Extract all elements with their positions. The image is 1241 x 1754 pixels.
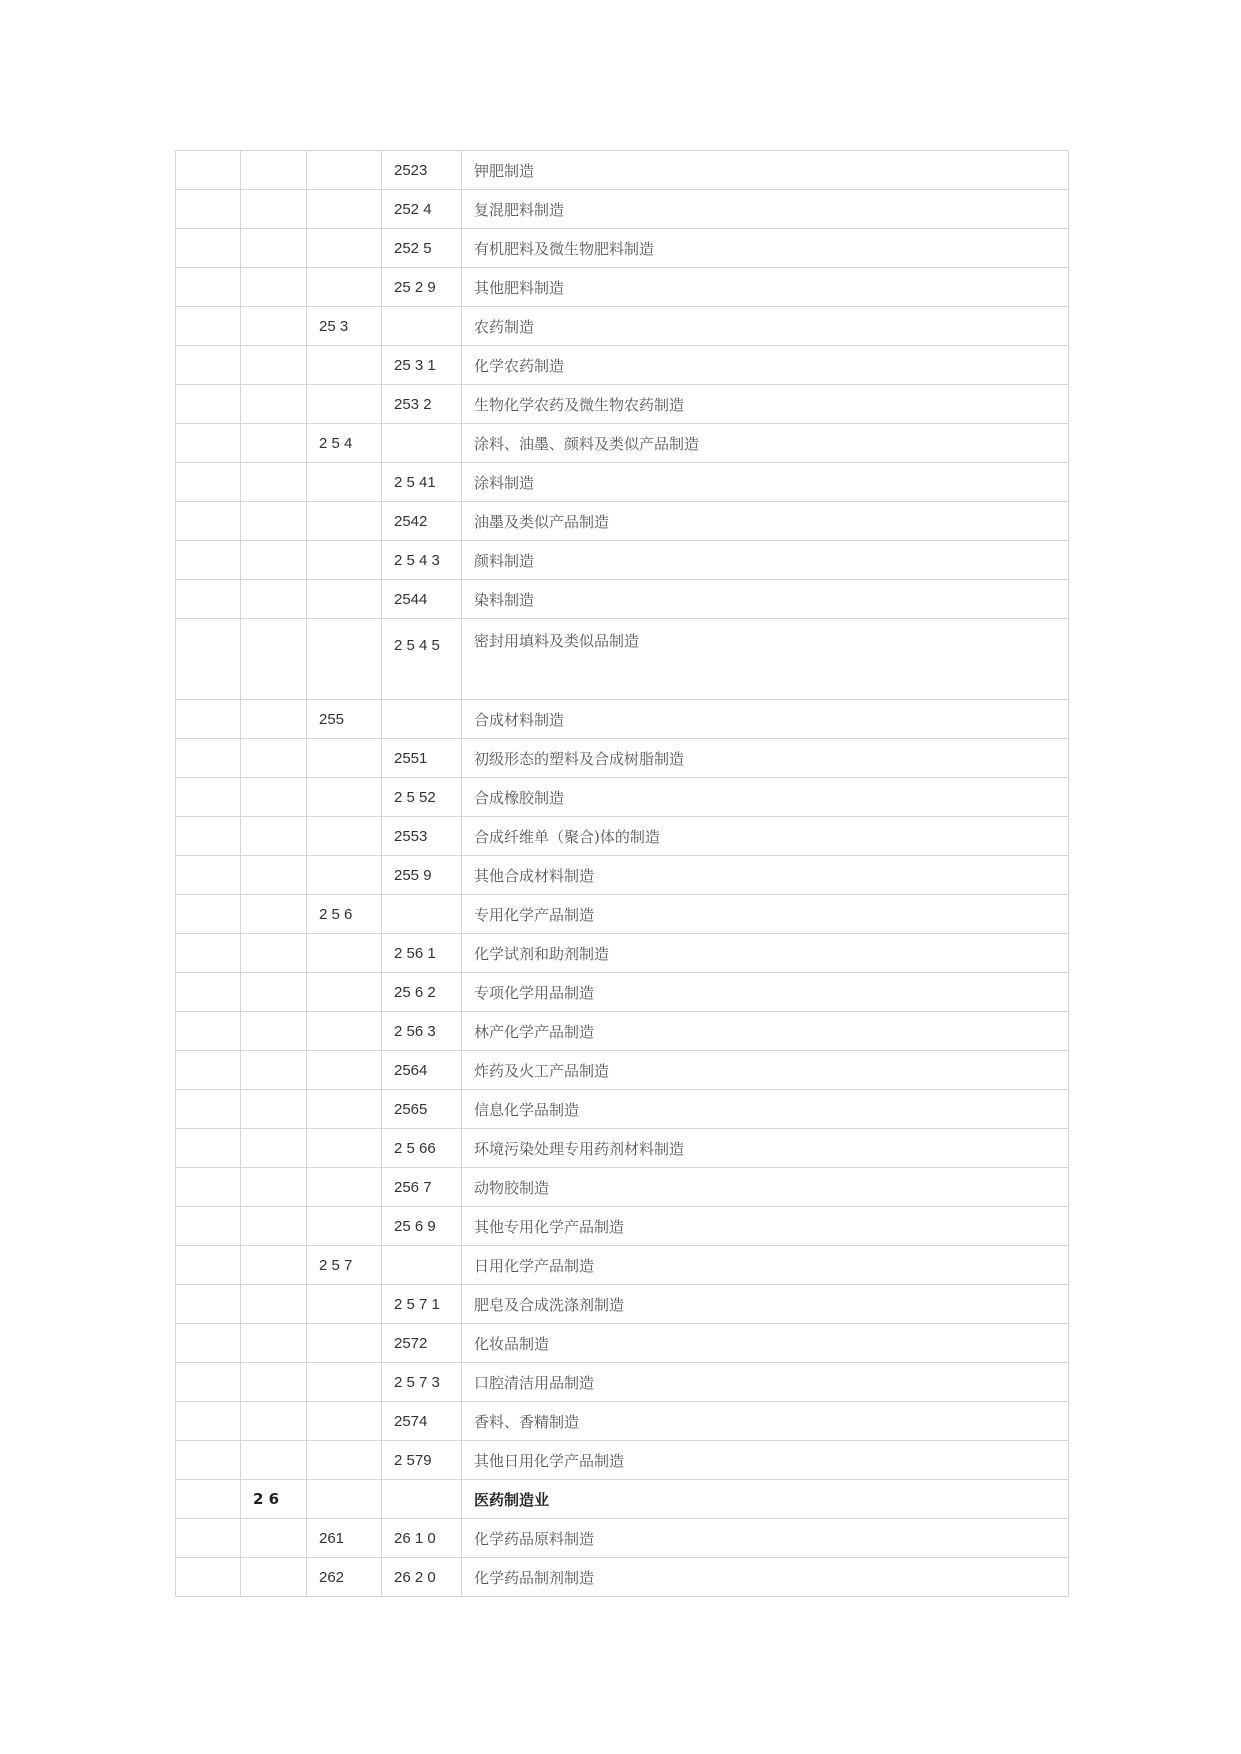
group-code-cell xyxy=(307,190,382,229)
class-code-cell: 2551 xyxy=(382,739,462,778)
category-name-cell: 颜料制造 xyxy=(462,541,1069,580)
group-code-cell xyxy=(307,268,382,307)
section-code-cell xyxy=(176,1207,241,1246)
division-code-cell xyxy=(241,895,307,934)
section-code-cell xyxy=(176,973,241,1012)
section-code-cell xyxy=(176,856,241,895)
table-row xyxy=(176,424,1069,463)
class-code-cell: 2 5 52 xyxy=(382,778,462,817)
class-code-cell: 2553 xyxy=(382,817,462,856)
category-name-cell: 香料、香精制造 xyxy=(462,1402,1069,1441)
category-name-cell: 口腔清洁用品制造 xyxy=(462,1363,1069,1402)
class-code-cell: 2565 xyxy=(382,1090,462,1129)
division-code-cell xyxy=(241,1168,307,1207)
class-code-cell: 2564 xyxy=(382,1051,462,1090)
category-name-cell: 钾肥制造 xyxy=(462,151,1069,190)
section-code-cell xyxy=(176,1324,241,1363)
class-code-cell: 26 2 0 xyxy=(382,1558,462,1597)
table-row xyxy=(176,463,1069,502)
table-row xyxy=(176,1090,1069,1129)
category-name-cell: 合成橡胶制造 xyxy=(462,778,1069,817)
division-code-cell xyxy=(241,580,307,619)
section-code-cell xyxy=(176,385,241,424)
category-name-cell: 医药制造业 xyxy=(462,1480,1069,1519)
class-code-cell: 2 5 7 3 xyxy=(382,1363,462,1402)
group-code-cell xyxy=(307,151,382,190)
section-code-cell xyxy=(176,346,241,385)
class-code-cell: 256 7 xyxy=(382,1168,462,1207)
category-name-cell: 日用化学产品制造 xyxy=(462,1246,1069,1285)
category-name-cell: 复混肥料制造 xyxy=(462,190,1069,229)
group-code-cell xyxy=(307,502,382,541)
class-code-cell: 25 3 1 xyxy=(382,346,462,385)
category-name-cell: 信息化学品制造 xyxy=(462,1090,1069,1129)
group-code-cell xyxy=(307,1402,382,1441)
group-code-cell xyxy=(307,817,382,856)
division-code-cell xyxy=(241,229,307,268)
section-code-cell xyxy=(176,424,241,463)
table-row xyxy=(176,778,1069,817)
division-code-cell xyxy=(241,1402,307,1441)
table-body xyxy=(176,151,1069,1597)
class-code-cell xyxy=(382,1246,462,1285)
table-row xyxy=(176,307,1069,346)
group-code-cell xyxy=(307,739,382,778)
class-code-cell: 2 579 xyxy=(382,1441,462,1480)
class-code-cell: 25 6 9 xyxy=(382,1207,462,1246)
category-name-cell: 专项化学用品制造 xyxy=(462,973,1069,1012)
division-code-cell xyxy=(241,619,307,700)
category-name-cell: 动物胶制造 xyxy=(462,1168,1069,1207)
table-row xyxy=(176,1246,1069,1285)
table-row xyxy=(176,190,1069,229)
class-code-cell: 252 5 xyxy=(382,229,462,268)
group-code-cell xyxy=(307,856,382,895)
category-name-cell: 初级形态的塑料及合成树脂制造 xyxy=(462,739,1069,778)
group-code-cell xyxy=(307,1285,382,1324)
group-code-cell: 2 5 4 xyxy=(307,424,382,463)
section-code-cell xyxy=(176,1285,241,1324)
section-code-cell xyxy=(176,1012,241,1051)
section-code-cell xyxy=(176,307,241,346)
category-name-cell: 化学农药制造 xyxy=(462,346,1069,385)
division-code-cell xyxy=(241,739,307,778)
table-row xyxy=(176,1324,1069,1363)
category-name-cell: 其他日用化学产品制造 xyxy=(462,1441,1069,1480)
class-code-cell: 2 5 4 5 xyxy=(382,619,462,700)
division-code-cell xyxy=(241,463,307,502)
section-code-cell xyxy=(176,1051,241,1090)
table-row xyxy=(176,973,1069,1012)
category-name-cell: 炸药及火工产品制造 xyxy=(462,1051,1069,1090)
table-row xyxy=(176,739,1069,778)
category-name-cell: 化学药品制剂制造 xyxy=(462,1558,1069,1597)
group-code-cell xyxy=(307,934,382,973)
group-code-cell xyxy=(307,619,382,700)
category-name-cell: 密封用填料及类似品制造 xyxy=(462,619,1069,700)
class-code-cell: 2 56 3 xyxy=(382,1012,462,1051)
section-code-cell xyxy=(176,190,241,229)
table-row xyxy=(176,1402,1069,1441)
category-name-cell: 有机肥料及微生物肥料制造 xyxy=(462,229,1069,268)
division-code-cell xyxy=(241,1051,307,1090)
class-code-cell: 2 5 41 xyxy=(382,463,462,502)
division-code-cell xyxy=(241,307,307,346)
category-name-cell: 肥皂及合成洗涤剂制造 xyxy=(462,1285,1069,1324)
table-row xyxy=(176,1519,1069,1558)
group-code-cell: 25 3 xyxy=(307,307,382,346)
category-name-cell: 涂料、油墨、颜料及类似产品制造 xyxy=(462,424,1069,463)
division-code-cell xyxy=(241,424,307,463)
class-code-cell: 26 1 0 xyxy=(382,1519,462,1558)
section-code-cell xyxy=(176,619,241,700)
table-row xyxy=(176,1285,1069,1324)
division-code-cell xyxy=(241,1012,307,1051)
class-code-cell: 2 5 4 3 xyxy=(382,541,462,580)
class-code-cell xyxy=(382,424,462,463)
section-code-cell xyxy=(176,1558,241,1597)
table-row xyxy=(176,1363,1069,1402)
group-code-cell xyxy=(307,1012,382,1051)
table-row xyxy=(176,856,1069,895)
class-code-cell: 2 5 7 1 xyxy=(382,1285,462,1324)
table-row xyxy=(176,1207,1069,1246)
class-code-cell: 2544 xyxy=(382,580,462,619)
group-code-cell xyxy=(307,1207,382,1246)
category-name-cell: 农药制造 xyxy=(462,307,1069,346)
table-row xyxy=(176,817,1069,856)
section-code-cell xyxy=(176,151,241,190)
division-code-cell xyxy=(241,502,307,541)
table-row xyxy=(176,895,1069,934)
group-code-cell: 261 xyxy=(307,1519,382,1558)
table-row xyxy=(176,1129,1069,1168)
division-code-cell xyxy=(241,1246,307,1285)
table-row xyxy=(176,541,1069,580)
class-code-cell: 2523 xyxy=(382,151,462,190)
group-code-cell xyxy=(307,580,382,619)
section-code-cell xyxy=(176,1090,241,1129)
group-code-cell xyxy=(307,1480,382,1519)
group-code-cell: 2 5 6 xyxy=(307,895,382,934)
section-code-cell xyxy=(176,463,241,502)
class-code-cell: 252 4 xyxy=(382,190,462,229)
section-code-cell xyxy=(176,541,241,580)
division-code-cell: 2 6 xyxy=(241,1480,307,1519)
division-code-cell xyxy=(241,151,307,190)
category-name-cell: 化妆品制造 xyxy=(462,1324,1069,1363)
class-code-cell: 2574 xyxy=(382,1402,462,1441)
class-code-cell xyxy=(382,307,462,346)
section-code-cell xyxy=(176,1363,241,1402)
group-code-cell xyxy=(307,1051,382,1090)
section-code-cell xyxy=(176,700,241,739)
group-code-cell xyxy=(307,1363,382,1402)
table-row xyxy=(176,385,1069,424)
group-code-cell xyxy=(307,229,382,268)
division-code-cell xyxy=(241,1441,307,1480)
division-code-cell xyxy=(241,268,307,307)
division-code-cell xyxy=(241,1324,307,1363)
category-name-cell: 涂料制造 xyxy=(462,463,1069,502)
group-code-cell xyxy=(307,463,382,502)
industry-classification-table xyxy=(175,150,1069,1597)
section-code-cell xyxy=(176,817,241,856)
table-row xyxy=(176,151,1069,190)
table-row xyxy=(176,934,1069,973)
class-code-cell: 25 2 9 xyxy=(382,268,462,307)
category-name-cell: 合成材料制造 xyxy=(462,700,1069,739)
division-code-cell xyxy=(241,541,307,580)
class-code-cell: 2 56 1 xyxy=(382,934,462,973)
section-code-cell xyxy=(176,1129,241,1168)
section-code-cell xyxy=(176,1246,241,1285)
group-code-cell: 262 xyxy=(307,1558,382,1597)
section-code-cell xyxy=(176,1480,241,1519)
classification-table-container xyxy=(175,150,1069,1597)
section-code-cell xyxy=(176,502,241,541)
group-code-cell xyxy=(307,1441,382,1480)
table-row xyxy=(176,346,1069,385)
division-code-cell xyxy=(241,1090,307,1129)
class-code-cell: 2 5 66 xyxy=(382,1129,462,1168)
section-code-cell xyxy=(176,1402,241,1441)
table-row xyxy=(176,268,1069,307)
group-code-cell xyxy=(307,973,382,1012)
group-code-cell xyxy=(307,1090,382,1129)
section-code-cell xyxy=(176,229,241,268)
table-row xyxy=(176,502,1069,541)
division-code-cell xyxy=(241,1558,307,1597)
table-row xyxy=(176,1441,1069,1480)
category-name-cell: 其他合成材料制造 xyxy=(462,856,1069,895)
table-row xyxy=(176,1168,1069,1207)
category-name-cell: 合成纤维单（聚合)体的制造 xyxy=(462,817,1069,856)
section-code-cell xyxy=(176,895,241,934)
category-name-cell: 染料制造 xyxy=(462,580,1069,619)
category-name-cell: 其他肥料制造 xyxy=(462,268,1069,307)
division-code-cell xyxy=(241,385,307,424)
class-code-cell xyxy=(382,700,462,739)
category-name-cell: 环境污染处理专用药剂材料制造 xyxy=(462,1129,1069,1168)
section-code-cell xyxy=(176,778,241,817)
table-row xyxy=(176,229,1069,268)
division-code-cell xyxy=(241,934,307,973)
class-code-cell xyxy=(382,895,462,934)
category-name-cell: 化学试剂和助剂制造 xyxy=(462,934,1069,973)
division-code-cell xyxy=(241,1363,307,1402)
table-row xyxy=(176,580,1069,619)
table-row xyxy=(176,619,1069,700)
division-code-cell xyxy=(241,856,307,895)
table-row xyxy=(176,1558,1069,1597)
division-code-cell xyxy=(241,973,307,1012)
group-code-cell: 255 xyxy=(307,700,382,739)
group-code-cell: 2 5 7 xyxy=(307,1246,382,1285)
category-name-cell: 专用化学产品制造 xyxy=(462,895,1069,934)
group-code-cell xyxy=(307,1324,382,1363)
division-code-cell xyxy=(241,1129,307,1168)
group-code-cell xyxy=(307,778,382,817)
division-code-cell xyxy=(241,817,307,856)
section-code-cell xyxy=(176,1519,241,1558)
class-code-cell: 2572 xyxy=(382,1324,462,1363)
group-code-cell xyxy=(307,346,382,385)
category-name-cell: 化学药品原料制造 xyxy=(462,1519,1069,1558)
class-code-cell: 25 6 2 xyxy=(382,973,462,1012)
class-code-cell: 253 2 xyxy=(382,385,462,424)
category-name-cell: 其他专用化学产品制造 xyxy=(462,1207,1069,1246)
division-code-cell xyxy=(241,190,307,229)
division-code-cell xyxy=(241,778,307,817)
section-code-cell xyxy=(176,934,241,973)
division-code-cell xyxy=(241,700,307,739)
group-code-cell xyxy=(307,1168,382,1207)
section-code-cell xyxy=(176,580,241,619)
class-code-cell: 255 9 xyxy=(382,856,462,895)
division-code-cell xyxy=(241,1519,307,1558)
table-row xyxy=(176,700,1069,739)
category-name-cell: 油墨及类似产品制造 xyxy=(462,502,1069,541)
section-code-cell xyxy=(176,739,241,778)
group-code-cell xyxy=(307,385,382,424)
division-code-cell xyxy=(241,346,307,385)
class-code-cell: 2542 xyxy=(382,502,462,541)
division-code-cell xyxy=(241,1285,307,1324)
group-code-cell xyxy=(307,1129,382,1168)
section-code-cell xyxy=(176,1441,241,1480)
table-row xyxy=(176,1480,1069,1519)
section-code-cell xyxy=(176,268,241,307)
category-name-cell: 生物化学农药及微生物农药制造 xyxy=(462,385,1069,424)
table-row xyxy=(176,1051,1069,1090)
category-name-cell: 林产化学产品制造 xyxy=(462,1012,1069,1051)
division-code-cell xyxy=(241,1207,307,1246)
section-code-cell xyxy=(176,1168,241,1207)
group-code-cell xyxy=(307,541,382,580)
class-code-cell xyxy=(382,1480,462,1519)
table-row xyxy=(176,1012,1069,1051)
